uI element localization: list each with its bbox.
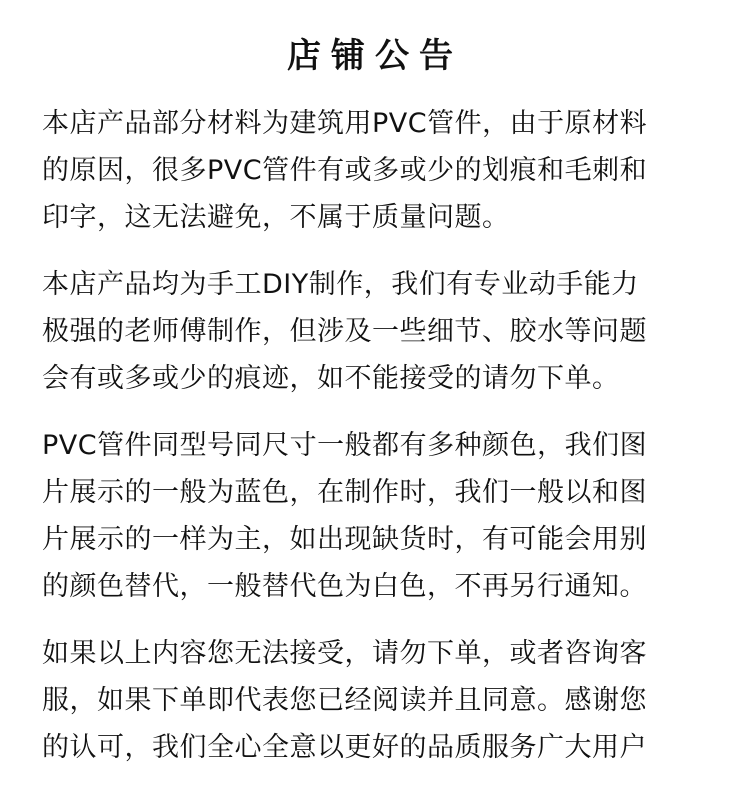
notice-line: PVC管件同型号同尺寸一般都有多种颜色，我们图: [42, 430, 648, 461]
notice-title: 店铺公告: [287, 36, 463, 76]
notice-line: 会有或多或少的痕迹，如不能接受的请勿下单。: [42, 363, 620, 394]
notice-line: 的认可，我们全心全意以更好的品质服务广大用户: [42, 732, 647, 763]
notice-line: 极强的老师傅制作，但涉及一些细节、胶水等问题: [42, 316, 647, 347]
notice-line: 服，如果下单即代表您已经阅读并且同意。感谢您: [42, 685, 647, 716]
notice-paragraph-1: [42, 100, 714, 241]
notice-line: 本店产品部分材料为建筑用PVC管件，由于原材料: [42, 108, 648, 139]
notice-line: 片展示的一样为主，如出现缺货时，有可能会用别: [42, 524, 647, 555]
notice-line: 本店产品均为手工DIY制作，我们有专业动手能力: [42, 269, 639, 300]
notice-line: 印字，这无法避免，不属于质量问题。: [42, 202, 510, 233]
notice-paragraph-3: [42, 422, 714, 610]
notice-paragraph-4: [42, 630, 714, 771]
notice-body: [42, 100, 714, 771]
notice-line: 如果以上内容您无法接受，请勿下单，或者咨询客: [42, 638, 647, 669]
notice-line: 的原因，很多PVC管件有或多或少的划痕和毛刺和: [42, 155, 648, 186]
notice-line: 片展示的一般为蓝色，在制作时，我们一般以和图: [42, 477, 647, 508]
notice-line: 的颜色替代，一般替代色为白色，不再另行通知。: [42, 571, 647, 602]
notice-paragraph-2: [42, 261, 714, 402]
